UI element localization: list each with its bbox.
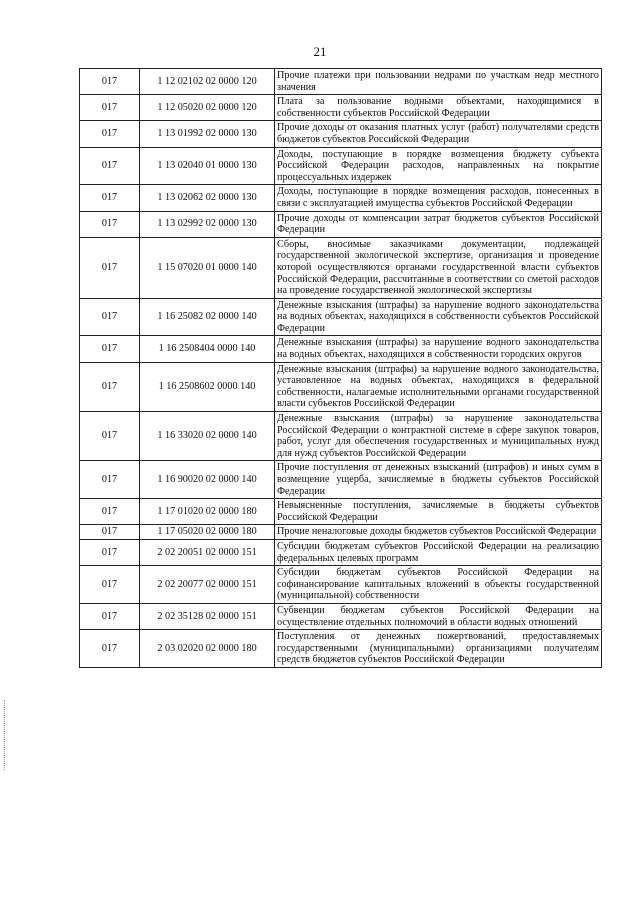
admin-code-cell: 017: [80, 211, 140, 237]
admin-code-cell: 017: [80, 298, 140, 336]
admin-code-cell: 017: [80, 499, 140, 525]
budget-code-cell: 1 16 90020 02 0000 140: [140, 461, 275, 499]
page-number: 21: [313, 44, 327, 59]
admin-code-cell: 017: [80, 412, 140, 461]
table-row: [80, 539, 602, 565]
income-name-cell: Доходы, поступающие в порядке возмещения бюджету субъекта Российской Федерации расходов, направленных на покрытие процессуальных издержек: [275, 147, 602, 185]
income-name-cell: Прочие поступления от денежных взысканий (штрафов) и иных сумм в возмещение ущерба, зачисляемые в бюджеты субъектов Российской Федерации: [275, 461, 602, 499]
budget-code-cell: 1 15 07020 01 0000 140: [140, 237, 275, 298]
budget-code-cell: 2 02 20051 02 0000 151: [140, 539, 275, 565]
table-row: [80, 69, 602, 95]
budget-code-cell: 1 16 33020 02 0000 140: [140, 412, 275, 461]
table-row: [80, 525, 602, 540]
budget-code-cell: 1 16 2508602 0000 140: [140, 362, 275, 411]
income-name-cell: Субвенции бюджетам субъектов Российской Федерации на осуществление отдельных полномочий в области водных отношений: [275, 603, 602, 629]
income-name-cell: Денежные взыскания (штрафы) за нарушение законодательства Российской Федерации о контрактной системе в сфере закупок товаров, работ, услуг для обеспечения государственных и муниципальных нужд для нужд субъектов Российской Федерации: [275, 412, 602, 461]
table-row: [80, 630, 602, 668]
admin-code-cell: 017: [80, 539, 140, 565]
budget-code-cell: 1 13 01992 02 0000 130: [140, 121, 275, 147]
table-row: [80, 185, 602, 211]
budget-code-cell: 1 12 05020 02 0000 120: [140, 95, 275, 121]
table-row: [80, 603, 602, 629]
income-name-cell: Плата за пользование водными объектами, находящимися в собственности субъектов Российской Федерации: [275, 95, 602, 121]
income-name-cell: Прочие платежи при пользовании недрами по участкам недр местного значения: [275, 69, 602, 95]
table-row: [80, 121, 602, 147]
income-name-cell: Денежные взыскания (штрафы) за нарушение водного законодательства на водных объектах, находящихся в собственности субъектов Российской Федерации: [275, 298, 602, 336]
admin-code-cell: 017: [80, 566, 140, 604]
income-name-cell: Субсидии бюджетам субъектов Российской Федерации на софинансирование капитальных вложений в объекты государственной (муниципальной) собственности: [275, 566, 602, 604]
income-name-cell: Субсидии бюджетам субъектов Российской Федерации на реализацию федеральных целевых программ: [275, 539, 602, 565]
budget-code-cell: 1 12 02102 02 0000 120: [140, 69, 275, 95]
income-name-cell: Прочие доходы от компенсации затрат бюджетов субъектов Российской Федерации: [275, 211, 602, 237]
admin-code-cell: 017: [80, 362, 140, 411]
income-name-cell: Денежные взыскания (штрафы) за нарушение водного законодательства на водных объектах, находящихся в собственности городских округов: [275, 336, 602, 362]
table-row: [80, 298, 602, 336]
table-row: [80, 147, 602, 185]
budget-code-cell: 1 17 05020 02 0000 180: [140, 525, 275, 540]
admin-code-cell: 017: [80, 121, 140, 147]
budget-code-cell: 1 17 01020 02 0000 180: [140, 499, 275, 525]
admin-code-cell: 017: [80, 69, 140, 95]
budget-code-cell: 1 13 02992 02 0000 130: [140, 211, 275, 237]
budget-code-cell: 2 02 20077 02 0000 151: [140, 566, 275, 604]
income-name-cell: Прочие доходы от оказания платных услуг (работ) получателями средств бюджетов субъектов Российской Федерации: [275, 121, 602, 147]
income-name-cell: Денежные взыскания (штрафы) за нарушение водного законодательства, установленное на водных объектах, находящихся в федеральной собственности, налагаемые исполнительными органами государственной власти субъектов Российской Федерации: [275, 362, 602, 411]
table-row: [80, 95, 602, 121]
budget-code-cell: 1 13 02040 01 0000 130: [140, 147, 275, 185]
income-name-cell: Доходы, поступающие в порядке возмещения расходов, понесенных в связи с эксплуатацией имущества субъектов Российской Федерации: [275, 185, 602, 211]
table-row: [80, 412, 602, 461]
table-row: [80, 211, 602, 237]
margin-artifact: [4, 700, 8, 770]
admin-code-cell: 017: [80, 630, 140, 668]
admin-code-cell: 017: [80, 237, 140, 298]
table-row: [80, 336, 602, 362]
admin-code-cell: 017: [80, 336, 140, 362]
budget-code-cell: 1 16 2508404 0000 140: [140, 336, 275, 362]
budget-code-cell: 1 13 02062 02 0000 130: [140, 185, 275, 211]
income-name-cell: Невыясненные поступления, зачисляемые в бюджеты субъектов Российской Федерации: [275, 499, 602, 525]
income-name-cell: Прочие неналоговые доходы бюджетов субъектов Российской Федерации: [275, 525, 602, 540]
admin-code-cell: 017: [80, 185, 140, 211]
admin-code-cell: 017: [80, 525, 140, 540]
table-row: [80, 237, 602, 298]
income-name-cell: Поступления от денежных пожертвований, предоставляемых государственными (муниципальными) организациями получателям средств бюджетов субъектов Российской Федерации: [275, 630, 602, 668]
budget-code-cell: 2 03 02020 02 0000 180: [140, 630, 275, 668]
budget-code-cell: 2 02 35128 02 0000 151: [140, 603, 275, 629]
table-row: [80, 362, 602, 411]
table-row: [80, 566, 602, 604]
admin-code-cell: 017: [80, 461, 140, 499]
admin-code-cell: 017: [80, 603, 140, 629]
admin-code-cell: 017: [80, 95, 140, 121]
revenue-codes-table: [79, 68, 602, 668]
income-name-cell: Сборы, вносимые заказчиками документации, подлежащей государственной экологической экспертизе, организация и проведение которой осуществляются органами государственной власти субъектов Российской Федерации, рассчитанные в соответствии со сметой расходов на проведение государственной экологической экспертизы: [275, 237, 602, 298]
budget-code-cell: 1 16 25082 02 0000 140: [140, 298, 275, 336]
table-row: [80, 499, 602, 525]
admin-code-cell: 017: [80, 147, 140, 185]
table-row: [80, 461, 602, 499]
